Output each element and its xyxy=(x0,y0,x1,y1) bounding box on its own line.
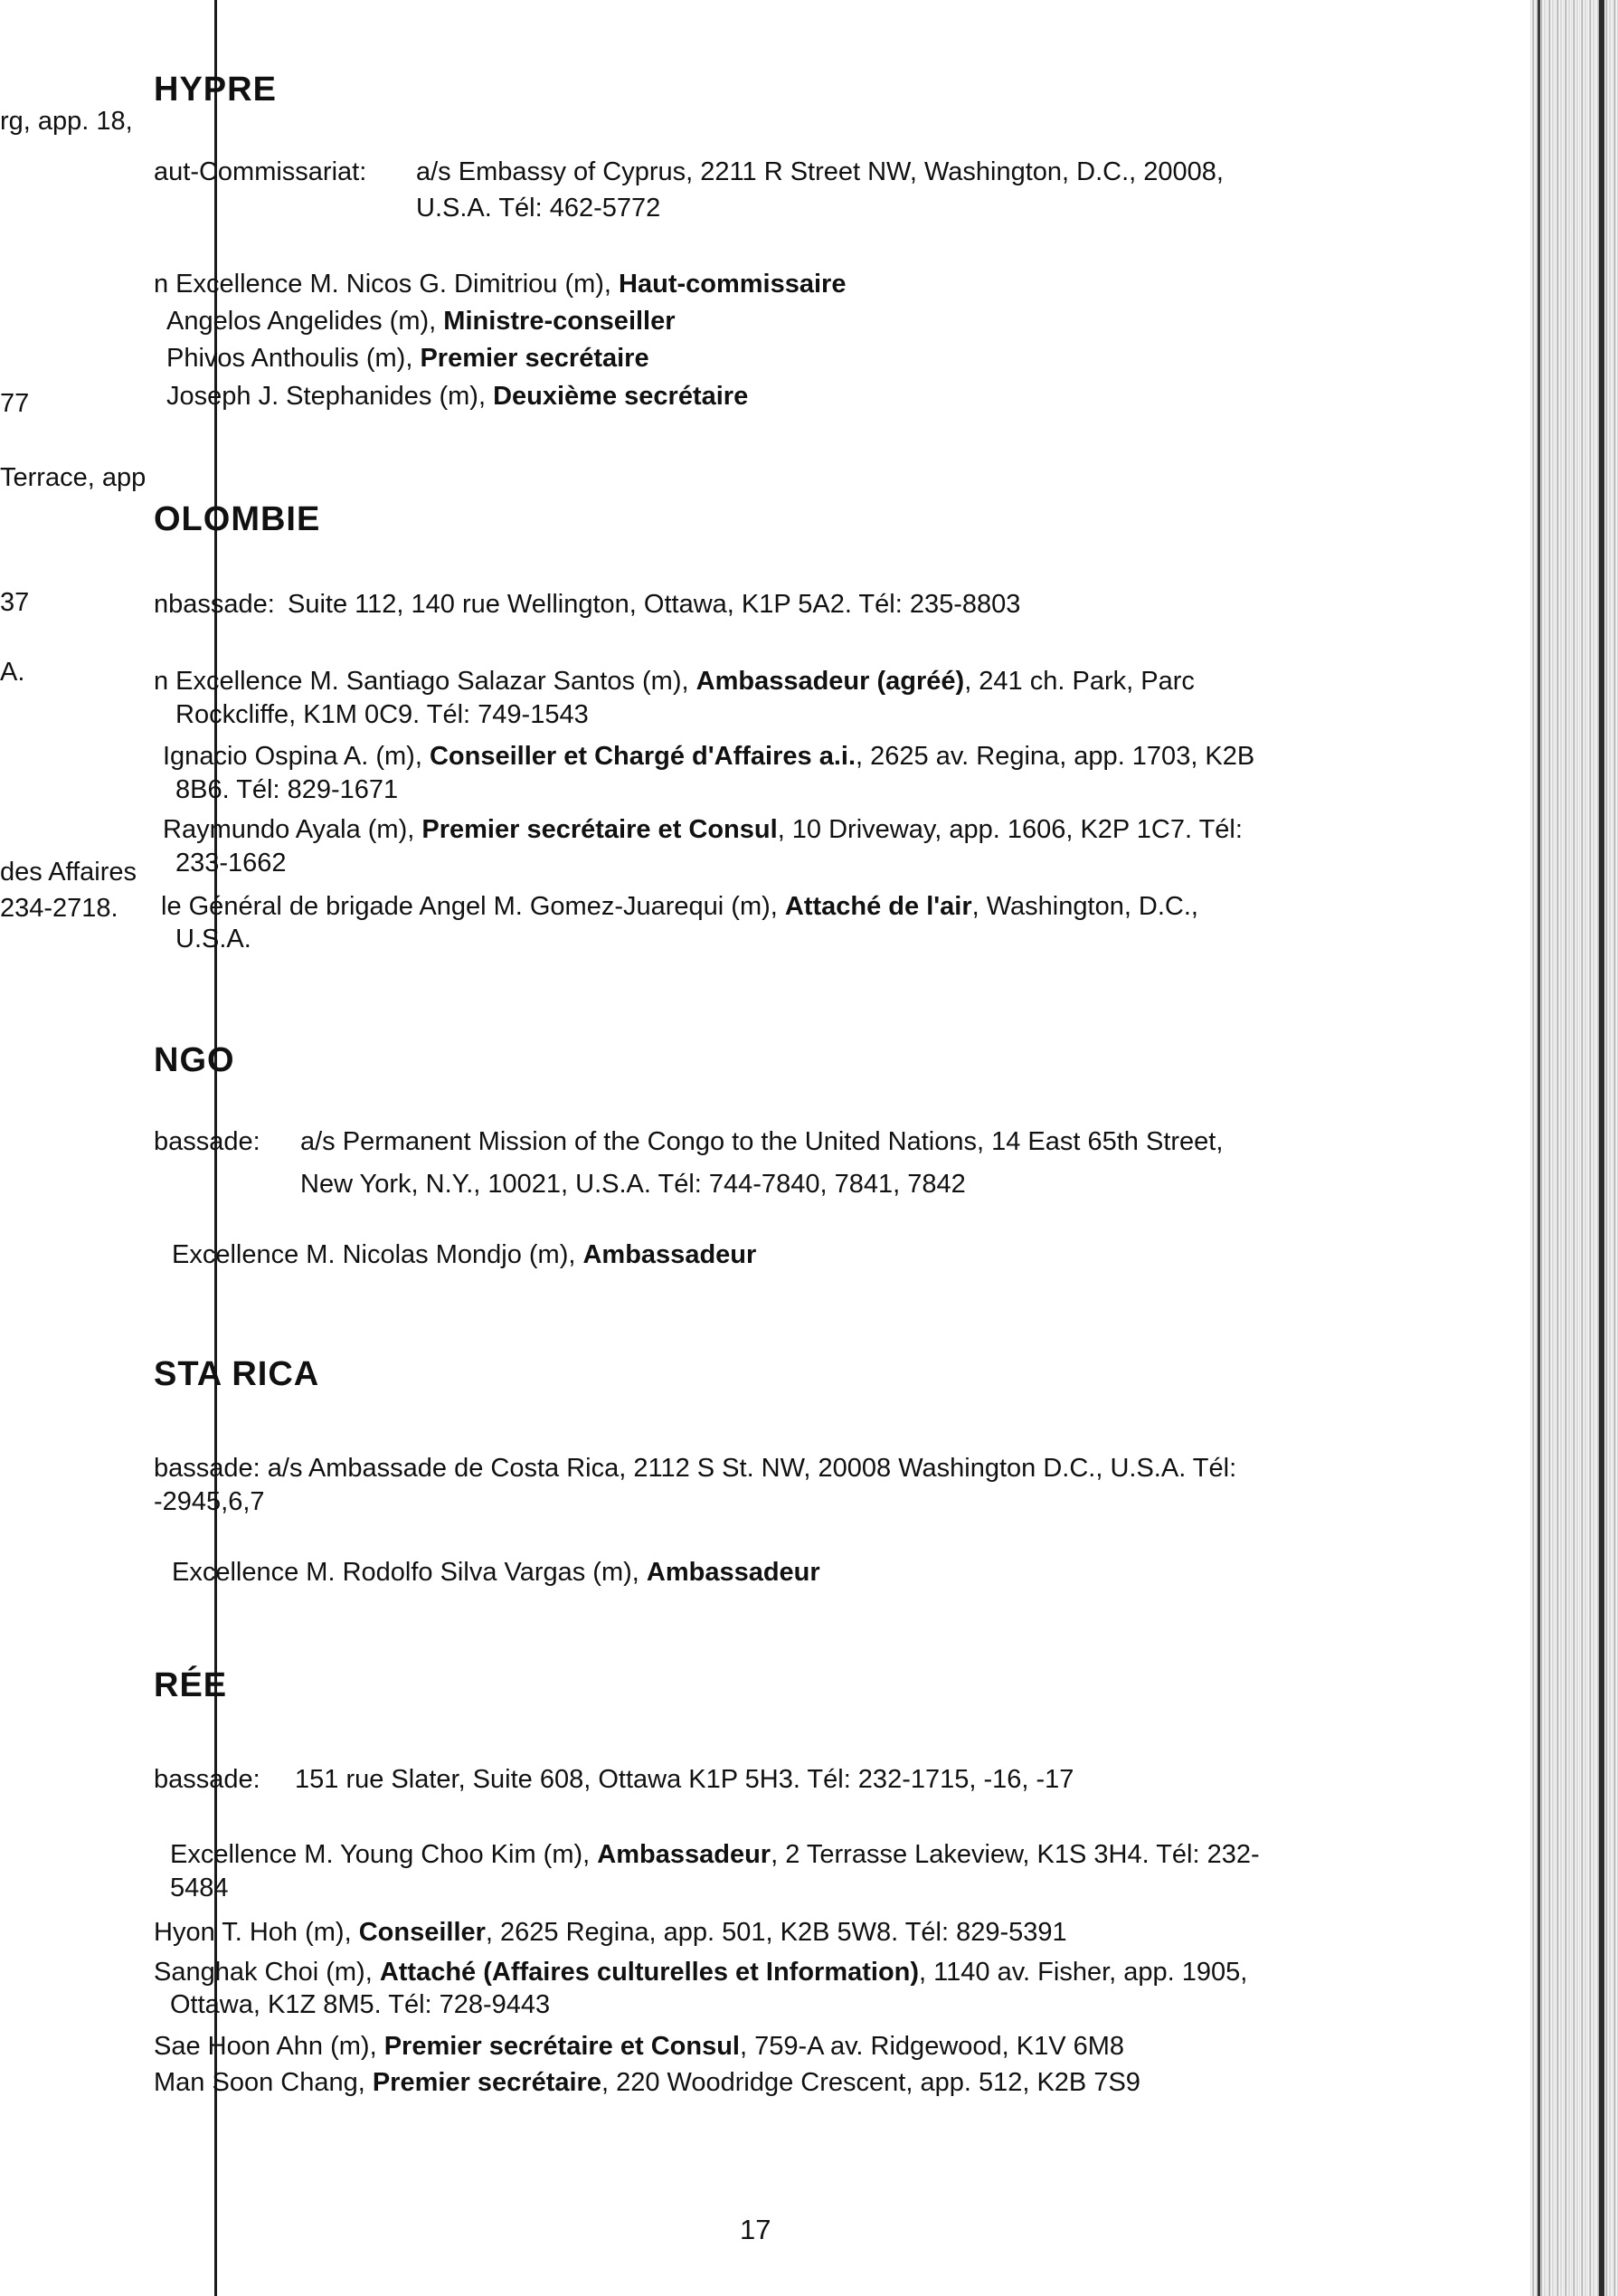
office-address: U.S.A. Tél: 462-5772 xyxy=(416,194,661,223)
staff-address: , 220 Woodridge Crescent, app. 512, K2B 7S9 xyxy=(601,2068,1140,2097)
staff-address: , 759-A av. Ridgewood, K1V 6M8 xyxy=(740,2032,1125,2061)
book-edge-line xyxy=(1599,0,1604,2296)
office-address: Suite 112, 140 rue Wellington, Ottawa, K1P 5A2. Tél: 235-8803 xyxy=(288,590,1021,619)
margin-fragment: 77 xyxy=(0,389,30,418)
staff-title: Premier secrétaire xyxy=(420,344,649,373)
section-title-costa-rica: STA RICA xyxy=(154,1355,320,1393)
staff-title: Ambassadeur xyxy=(597,1840,771,1869)
staff-address: , 2625 av. Regina, app. 1703, K2B xyxy=(856,742,1255,771)
staff-address-continued: U.S.A. xyxy=(175,925,251,954)
staff-entry xyxy=(166,303,676,339)
office-address: bassade: a/s Ambassade de Costa Rica, 2112 S St. NW, 20008 Washington D.C., U.S.A. Tél: xyxy=(154,1454,1237,1483)
staff-title: Premier secrétaire et Consul xyxy=(383,2032,740,2061)
staff-title: Haut-commissaire xyxy=(619,270,847,299)
staff-name: Angelos Angelides (m), xyxy=(166,307,444,336)
office-address: -2945,6,7 xyxy=(154,1487,265,1516)
staff-entry xyxy=(170,1836,1260,1873)
page-number: 17 xyxy=(740,2214,771,2245)
office-address: a/s Embassy of Cyprus, 2211 R Street NW, Washington, D.C., 20008, xyxy=(416,157,1224,186)
staff-name: Excellence M. Nicolas Mondjo (m), xyxy=(172,1240,583,1269)
staff-title: Attaché (Affaires culturelles et Information) xyxy=(379,1958,920,1987)
staff-entry xyxy=(172,1554,820,1590)
staff-address-continued: Rockcliffe, K1M 0C9. Tél: 749-1543 xyxy=(175,700,589,729)
office-address: New York, N.Y., 10021, U.S.A. Tél: 744-7840, 7841, 7842 xyxy=(300,1170,966,1199)
staff-title: Conseiller xyxy=(358,1918,486,1947)
staff-name: Excellence M. Rodolfo Silva Vargas (m), xyxy=(172,1558,647,1587)
staff-address: , 241 ch. Park, Parc xyxy=(964,667,1195,696)
staff-title: Premier secrétaire et Consul xyxy=(421,815,778,844)
office-label: bassade: xyxy=(154,1765,260,1794)
staff-name: Ignacio Ospina A. (m), xyxy=(163,742,430,771)
book-page-edge xyxy=(1530,0,1618,2296)
margin-fragment: A. xyxy=(0,658,25,687)
staff-entry xyxy=(163,811,1243,848)
staff-entry xyxy=(166,340,649,376)
staff-entry xyxy=(154,1914,1067,1950)
office-label: nbassade: xyxy=(154,590,275,619)
staff-address: , Washington, D.C., xyxy=(971,892,1198,921)
staff-title: Ambassadeur (agréé) xyxy=(695,667,965,696)
staff-title: Ambassadeur xyxy=(646,1558,820,1587)
margin-fragment: des Affaires xyxy=(0,858,137,887)
book-edge-line xyxy=(1538,0,1540,2296)
staff-address-continued: 233-1662 xyxy=(175,849,287,878)
margin-fragment: rg, app. 18, xyxy=(0,107,133,136)
staff-title: Premier secrétaire xyxy=(372,2068,601,2097)
staff-address: , 1140 av. Fisher, app. 1905, xyxy=(919,1958,1248,1987)
staff-entry xyxy=(172,1237,756,1273)
staff-title: Ministre-conseiller xyxy=(443,307,676,336)
staff-address-continued: Ottawa, K1Z 8M5. Tél: 728-9443 xyxy=(170,1990,551,2019)
office-address: 151 rue Slater, Suite 608, Ottawa K1P 5H3. Tél: 232-1715, -16, -17 xyxy=(295,1765,1074,1794)
section-title-congo: NGO xyxy=(154,1041,235,1079)
staff-name: n Excellence M. Nicos G. Dimitriou (m), xyxy=(154,270,620,299)
office-address: a/s Permanent Mission of the Congo to the United Nations, 14 East 65th Street, xyxy=(300,1127,1224,1156)
staff-title: Ambassadeur xyxy=(582,1240,757,1269)
staff-entry xyxy=(154,1954,1247,1990)
staff-name: Sae Hoon Ahn (m), xyxy=(154,2032,384,2061)
staff-name: Sanghak Choi (m), xyxy=(154,1958,380,1987)
staff-entry xyxy=(154,2028,1124,2064)
margin-fragment: 234-2718. xyxy=(0,894,118,923)
staff-address: , 2 Terrasse Lakeview, K1S 3H4. Tél: 232- xyxy=(771,1840,1260,1869)
staff-name: Excellence M. Young Choo Kim (m), xyxy=(170,1840,598,1869)
staff-entry xyxy=(166,378,748,414)
staff-address-continued: 8B6. Tél: 829-1671 xyxy=(175,775,399,804)
staff-title: Conseiller et Chargé d'Affaires a.i. xyxy=(429,742,856,771)
staff-entry xyxy=(154,2064,1140,2101)
staff-title: Deuxième secrétaire xyxy=(493,382,749,411)
staff-entry xyxy=(154,266,846,302)
margin-fragment: 37 xyxy=(0,588,30,617)
office-label: bassade: xyxy=(154,1127,260,1156)
staff-name: n Excellence M. Santiago Salazar Santos (m), xyxy=(154,667,696,696)
staff-entry xyxy=(163,738,1254,774)
staff-title: Attaché de l'air xyxy=(784,892,972,921)
staff-name: Joseph J. Stephanides (m), xyxy=(166,382,494,411)
staff-entry xyxy=(161,888,1198,925)
section-title-coree: RÉE xyxy=(154,1666,228,1704)
staff-entry xyxy=(154,663,1195,699)
staff-name: Raymundo Ayala (m), xyxy=(163,815,422,844)
staff-name: le Général de brigade Angel M. Gomez-Juarequi (m), xyxy=(161,892,785,921)
margin-fragment: Terrace, app xyxy=(0,463,147,492)
section-title-colombie: OLOMBIE xyxy=(154,500,321,538)
staff-name: Phivos Anthoulis (m), xyxy=(166,344,421,373)
staff-address: , 10 Driveway, app. 1606, K2P 1C7. Tél: xyxy=(777,815,1243,844)
staff-name: Man Soon Chang, xyxy=(154,2068,373,2097)
staff-address: , 2625 Regina, app. 501, K2B 5W8. Tél: 829-5391 xyxy=(485,1918,1067,1947)
staff-address-continued: 5484 xyxy=(170,1874,229,1902)
office-label: aut-Commissariat: xyxy=(154,157,367,186)
staff-name: Hyon T. Hoh (m), xyxy=(154,1918,359,1947)
section-title-chypre: HYPRE xyxy=(154,71,277,109)
